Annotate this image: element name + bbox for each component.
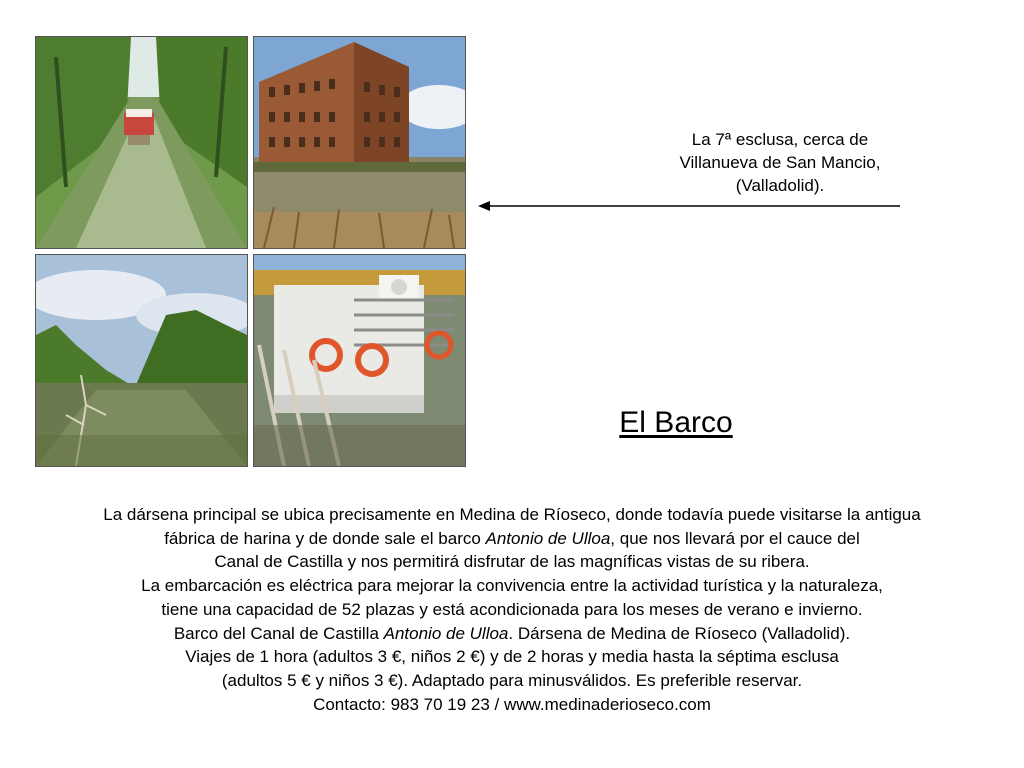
body-line-6 bbox=[20, 622, 1004, 646]
caption-line-2: Villanueva de San Mancio, bbox=[679, 153, 881, 172]
lock-caption bbox=[650, 128, 910, 197]
canal-poplars-photo bbox=[35, 254, 248, 467]
contact-line: Contacto: 983 70 19 23 / www.medinaderioseco.com bbox=[313, 694, 711, 714]
body-line-5: tiene una capacidad de 52 plazas y está acondicionada para los meses de verano e invierno. bbox=[161, 599, 863, 619]
paddle-boat-photo bbox=[253, 254, 466, 467]
body-line-2-start: fábrica de harina y de donde sale el barco bbox=[164, 528, 486, 548]
boat-name: Antonio de Ulloa bbox=[485, 528, 611, 548]
body-line-2 bbox=[20, 527, 1004, 551]
flour-factory-photo bbox=[253, 36, 466, 249]
body-line-3: Canal de Castilla y nos permitirá disfrutar de las magníficas vistas de su ribera. bbox=[214, 552, 810, 572]
body-line-8: (adultos 5 € y niños 3 €). Adaptado para minusválidos. Es preferible reservar. bbox=[221, 670, 803, 690]
body-line-4: La embarcación es eléctrica para mejorar la convivencia entre la actividad turística y la naturaleza, bbox=[141, 576, 883, 596]
caption-line-1: La 7ª esclusa, cerca de bbox=[691, 130, 869, 149]
body-line-1: La dársena principal se ubica precisamente en Medina de Ríoseco, donde todavía puede visitarse la antigua bbox=[103, 505, 921, 524]
caption-line-3: (Valladolid). bbox=[735, 176, 825, 195]
body-line-7: Viajes de 1 hora (adultos 3 €, niños 2 €) y de 2 horas y media hasta la séptima esclusa bbox=[185, 647, 839, 667]
boat-name-2: Antonio de Ulloa bbox=[383, 623, 509, 643]
body-line-2-end: , que nos llevará por el cauce del bbox=[610, 528, 860, 548]
canal-boat-photo bbox=[35, 36, 248, 249]
pointer-arrow bbox=[478, 198, 902, 214]
page-title: El Barco bbox=[619, 406, 733, 439]
body-line-6-end: . Dársena de Medina de Ríoseco (Valladolid). bbox=[508, 623, 851, 643]
body-line-6-start: Barco del Canal de Castilla bbox=[173, 623, 384, 643]
description-text bbox=[20, 503, 1004, 716]
